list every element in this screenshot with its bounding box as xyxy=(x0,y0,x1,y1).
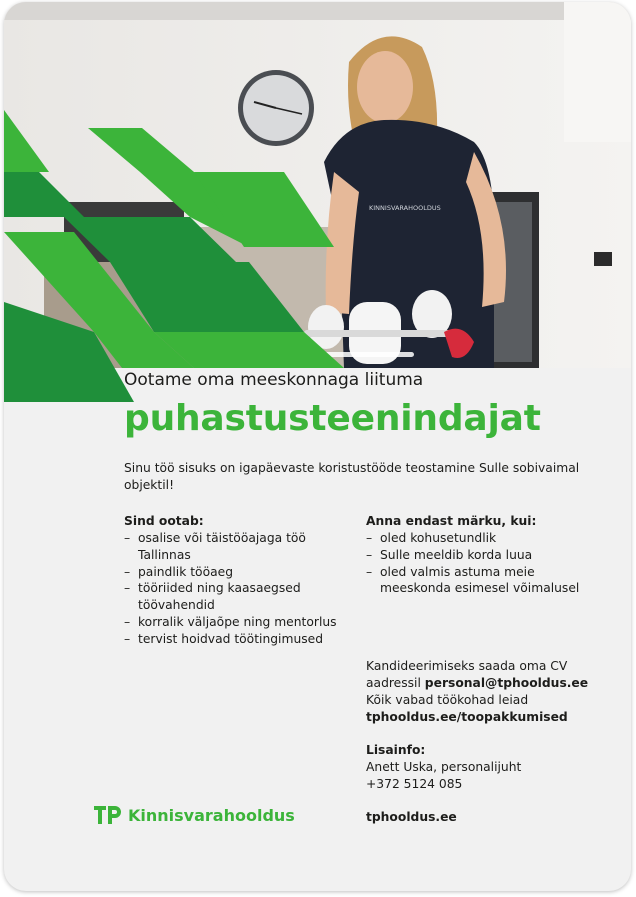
jobs-link[interactable]: tphooldus.ee/toopakkumised xyxy=(366,710,568,724)
contact-info xyxy=(366,742,616,793)
job-poster xyxy=(4,2,631,891)
website-link[interactable]: tphooldus.ee xyxy=(366,810,457,824)
intro-line: Ootame oma meeskonnaga liituma xyxy=(124,370,424,390)
apron-text: KINNISVARAHOOLDUS xyxy=(369,204,441,212)
offer-item: – paindlik tööaeg xyxy=(124,564,233,579)
offer-section xyxy=(124,514,354,648)
offer-item: – tervist hoidvad töötingimused xyxy=(124,631,324,646)
offer-title: Sind ootab: xyxy=(124,514,204,528)
logo-name: Kinnisvarahooldus xyxy=(128,805,295,825)
company-logo xyxy=(94,805,295,825)
tp-logo-icon xyxy=(94,805,122,825)
info-title: Lisainfo: xyxy=(366,743,426,757)
jobs-text: Kõik vabad töökohad leiad xyxy=(366,693,529,707)
job-title: puhastusteenindajat xyxy=(124,398,541,439)
requirements-title: Anna endast märku, kui: xyxy=(366,514,537,528)
green-chevron-decoration xyxy=(4,102,344,402)
email-link[interactable]: personal@tphooldus.ee xyxy=(424,676,589,690)
job-description: Sinu töö sisuks on igapäevaste koristustööde teostamine Sulle sobivaimal objektil! xyxy=(124,461,580,492)
offer-item: – osalise või täistööajaga töö Tallinnas xyxy=(124,531,306,562)
offer-item: – tööriided ning kaasaegsed töövahendid xyxy=(124,581,301,613)
requirement-item: – oled kohusetundlik xyxy=(366,531,497,545)
requirement-item: – oled valmis astuma meie meeskonda esimesel võimalusel xyxy=(366,564,580,596)
apply-text: Kandideerimiseks saada oma CV aadressil xyxy=(366,659,568,690)
apply-info xyxy=(366,658,616,726)
requirements-section xyxy=(366,514,606,597)
requirement-item: – Sulle meeldib korda luua xyxy=(366,547,533,562)
offer-item: – korralik väljaõpe ning mentorlus xyxy=(124,614,337,629)
contact-name: Anett Uska, personalijuht xyxy=(366,760,522,774)
contact-phone[interactable]: +372 5124 085 xyxy=(366,777,463,791)
